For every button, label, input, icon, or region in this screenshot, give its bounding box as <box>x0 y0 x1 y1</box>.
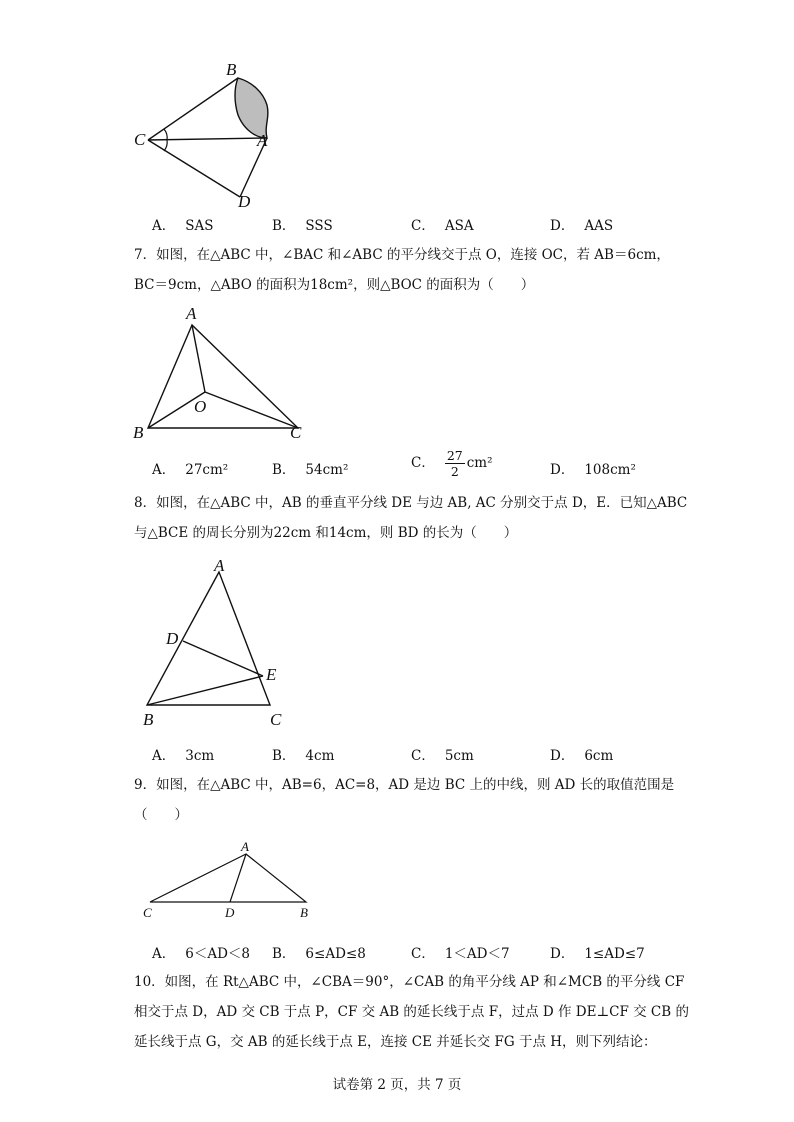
q7-line-1: 7．如图，在△ABC 中，∠BAC 和∠ABC 的平分线交于点 O，连接 OC，若 AB＝6cm， <box>134 247 670 263</box>
q8-option-d[interactable]: D． 6cm <box>550 748 614 764</box>
shaded-region <box>235 78 268 138</box>
q9-option-a[interactable]: A． 6＜AD＜8 <box>152 946 251 962</box>
q9-options <box>0 942 794 964</box>
page-footer: 试卷第 2 页，共 7 页 <box>332 1077 462 1093</box>
segment-co <box>205 392 298 428</box>
q8-line-2: 与△BCE 的周长分别为22cm 和14cm，则 BD 的长为（ ） <box>134 525 518 541</box>
q9-line-1: 9．如图，在△ABC 中，AB=6，AC=8，AD 是边 BC 上的中线，则 AD 长的取值范围是 <box>134 777 675 793</box>
q6-option-c[interactable]: C． ASA <box>411 218 474 234</box>
q7-figure <box>130 300 310 450</box>
q6-option-d[interactable]: D． AAS <box>550 218 614 234</box>
q8-figure <box>135 550 305 730</box>
triangle-abc <box>148 325 298 428</box>
q6-option-b[interactable]: B． SSS <box>272 218 333 234</box>
q8-option-c[interactable]: C． 5cm <box>411 748 474 764</box>
point-label-d: D <box>166 629 179 648</box>
point-label-a: A <box>214 556 225 575</box>
angle-mark-1 <box>164 129 167 140</box>
point-label-c: C <box>143 905 152 920</box>
question-9-stem <box>134 770 675 830</box>
point-label-a: A <box>241 839 249 854</box>
q7-option-b[interactable]: B． 54cm² <box>272 462 349 478</box>
point-label-e: E <box>266 665 277 684</box>
point-label-b: B <box>143 710 154 729</box>
q8-option-a[interactable]: A． 3cm <box>152 748 215 764</box>
angle-mark-2 <box>164 140 167 151</box>
q8-line-1: 8．如图，在△ABC 中，AB 的垂直平分线 DE 与边 AB, AC 分别交于点 D，E．已知△ABC <box>134 495 688 511</box>
q9-figure <box>138 838 318 922</box>
segment-de <box>183 641 263 676</box>
segment-be <box>147 676 263 705</box>
point-label-d: D <box>225 905 235 920</box>
q10-line-1: 10．如图，在 Rt△ABC 中，∠CBA＝90°，∠CAB 的角平分线 AP 和∠MCB 的平分线 CF <box>134 974 685 990</box>
q9-option-d[interactable]: D． 1≤AD≤7 <box>550 946 645 962</box>
q7-option-c[interactable]: C． $\frac{27}{2}$ cm² <box>411 448 493 479</box>
triangle-abc <box>150 854 306 902</box>
q10-line-2: 相交于点 D，AD 交 CB 于点 P，CF 交 AB 的延长线于点 F，过点 D 作 DE⊥CF 交 CB 的 <box>134 1004 689 1020</box>
q6-figure <box>130 60 280 210</box>
question-7-stem <box>134 240 670 300</box>
point-label-c: C <box>290 423 302 442</box>
q9-option-c[interactable]: C． 1＜AD＜7 <box>411 946 510 962</box>
segment-cd <box>148 140 240 197</box>
point-label-a: A <box>186 304 197 323</box>
q7-options <box>0 448 794 480</box>
segment-cb <box>148 78 238 140</box>
point-label-b: B <box>133 423 144 442</box>
point-label-d: D <box>238 192 251 211</box>
q8-option-b[interactable]: B． 4cm <box>272 748 335 764</box>
point-label-c: C <box>134 130 146 149</box>
point-label-o: O <box>194 397 207 416</box>
fraction-27-over-2: $\frac{27}{2}$ <box>446 448 463 479</box>
q7-option-a[interactable]: A． 27cm² <box>152 462 229 478</box>
question-8-stem <box>134 488 688 548</box>
question-10-stem <box>134 967 689 1057</box>
q9-option-b[interactable]: B． 6≤AD≤8 <box>272 946 366 962</box>
q7-option-d[interactable]: D． 108cm² <box>550 462 636 478</box>
point-label-a: A <box>257 131 268 150</box>
segment-ca <box>148 138 267 140</box>
point-label-c: C <box>270 710 282 729</box>
q9-line-2: （ ） <box>134 807 188 823</box>
q10-line-3: 延长线于点 G，交 AB 的延长线于点 E，连接 CE 并延长交 FG 于点 H，则下列结论： <box>134 1034 657 1050</box>
point-label-b: B <box>300 905 308 920</box>
point-label-b: B <box>226 60 237 79</box>
q6-options <box>0 214 794 236</box>
q6-option-a[interactable]: A． SAS <box>152 218 214 234</box>
q7-line-2: BC＝9cm，△ABO 的面积为18cm²，则△BOC 的面积为（ ） <box>134 277 535 293</box>
q8-options <box>0 744 794 766</box>
